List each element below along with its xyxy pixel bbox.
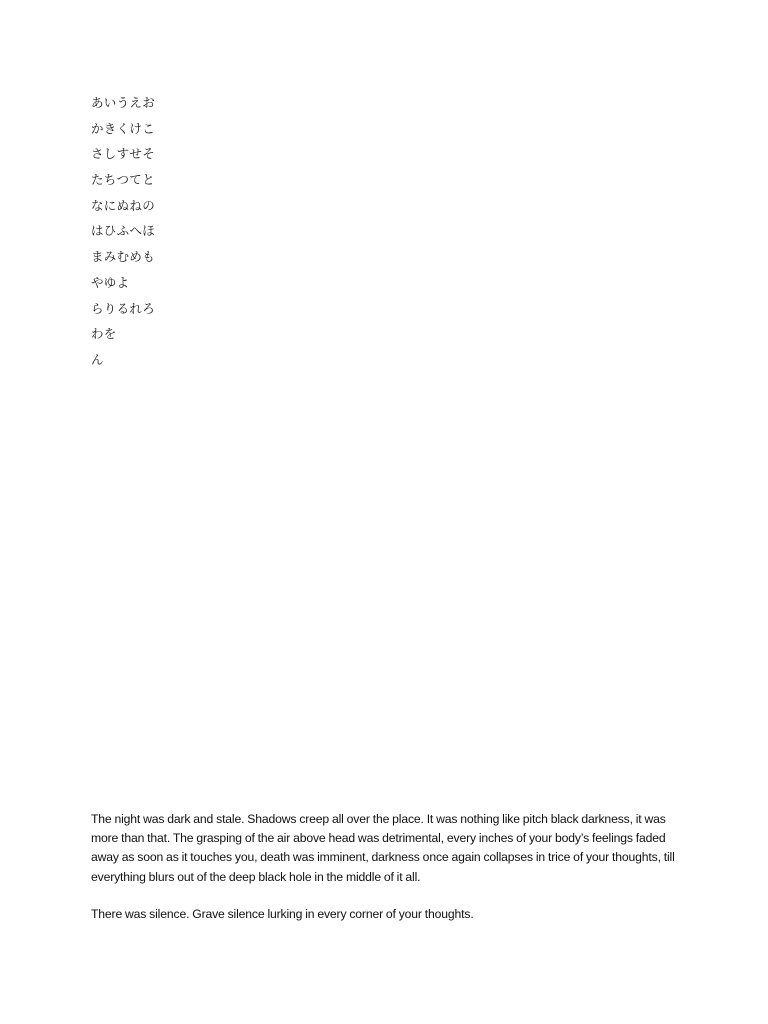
kana-line: はひふへほ [91, 223, 156, 239]
kana-line: あいうえお [91, 95, 156, 110]
kana-line: さしすせそ [91, 146, 156, 162]
kana-line: なにぬねの [91, 197, 156, 213]
kana-line: らりるれろ [91, 300, 156, 316]
paragraph-night: The night was dark and stale. Shadows creep all over the place. It was nothing like pitch black darkness, it was more than that. The grasping of the air above head was detrimental, every inches of your body’s feelings faded away as soon as it touches you, death was imminent, darkness once again collapses in trice of your thoughts, till everything blurs out of the deep black hole in the middle of it all. [91, 812, 675, 884]
kana-line: たちつてと [91, 172, 155, 188]
kana-line: やゆよ [91, 274, 130, 290]
kana-list [91, 90, 155, 373]
kana-line: わを [91, 326, 117, 342]
kana-line: ん [91, 351, 104, 367]
kana-line: かきくけこ [91, 120, 156, 136]
kana-line: まみむめも [91, 249, 156, 265]
prose-block [91, 810, 681, 924]
paragraph-silence: There was silence. Grave silence lurking in every corner of your thoughts. [91, 906, 474, 921]
